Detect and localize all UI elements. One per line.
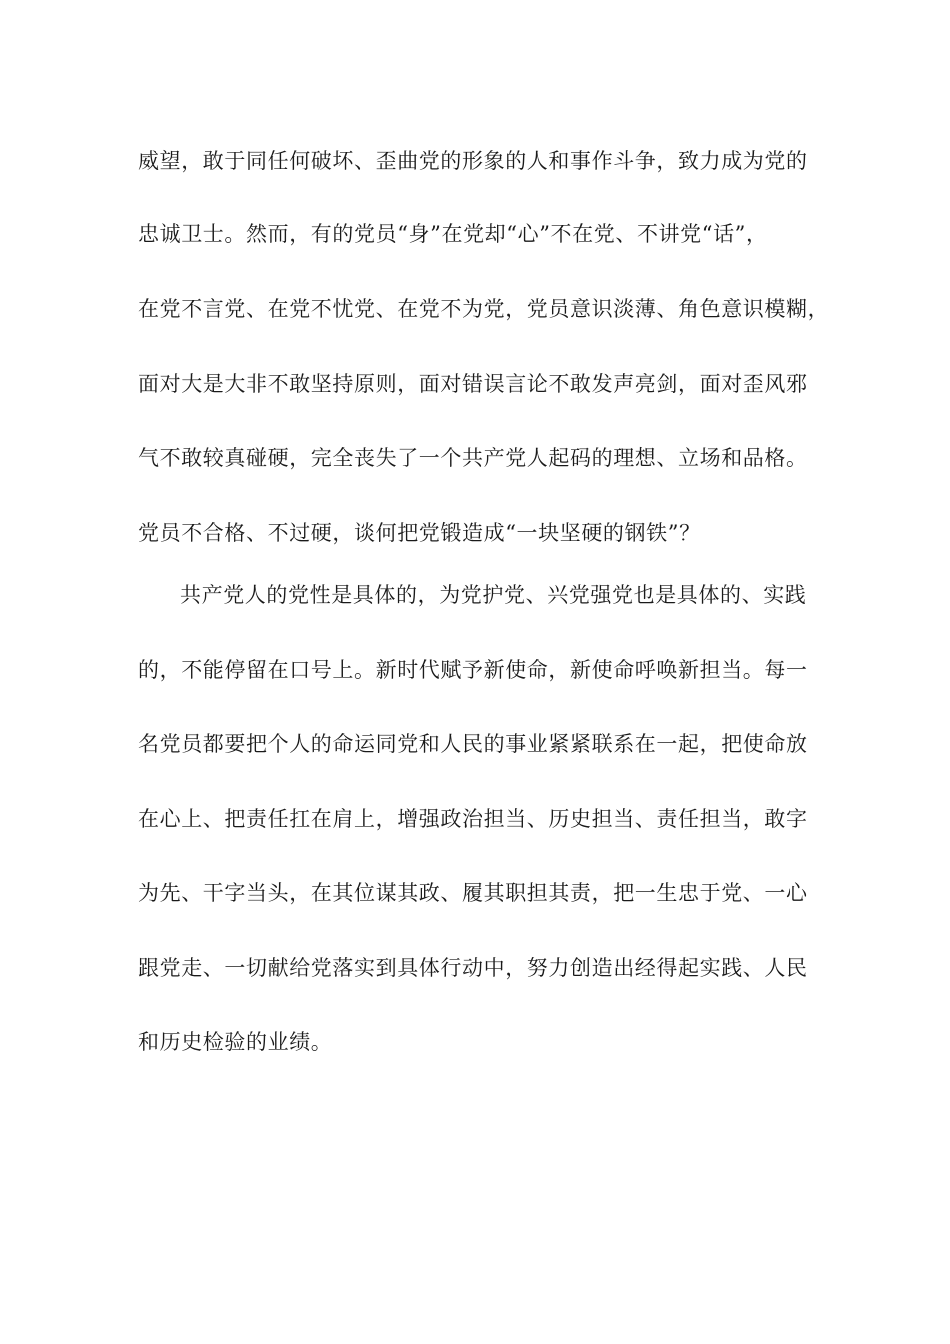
paragraph-line: 面对大是大非不敢坚持原则，面对错误言论不敢发声亮剑，面对歪风邪 [138,372,808,396]
paragraph-line: 在党不言党、在党不忧党、在党不为党，党员意识淡薄、角色意识模糊， [138,297,830,321]
paragraph-line: 为先、干字当头，在其位谋其政、履其职担其责，把一生忠于党、一心 [138,881,808,905]
paragraph-line: 忠诚卫士。然而，有的党员“身”在党却“心”不在党、不讲党“话”， [138,222,768,246]
paragraph-line: 和历史检验的业绩。 [138,1030,333,1054]
paragraph-line: 党员不合格、不过硬，谈何把党锻造成“一块坚硬的钢铁”？ [138,521,701,545]
paragraph-line: 气不敢较真碰硬，完全丧失了一个共产党人起码的理想、立场和品格。 [138,446,808,470]
paragraph-line: 威望，敢于同任何破坏、歪曲党的形象的人和事作斗争，致力成为党的 [138,149,808,173]
paragraph-line: 的，不能停留在口号上。新时代赋予新使命，新使命呼唤新担当。每一 [138,658,808,682]
paragraph-first-line: 共产党人的党性是具体的，为党护党、兴党强党也是具体的、实践 [180,583,807,607]
paragraph-line: 在心上、把责任扛在肩上，增强政治担当、历史担当、责任担当，敢字 [138,807,808,831]
paragraph-line: 名党员都要把个人的命运同党和人民的事业紧紧联系在一起，把使命放 [138,732,808,756]
paragraph-line: 跟党走、一切献给党落实到具体行动中，努力创造出经得起实践、人民 [138,956,808,980]
